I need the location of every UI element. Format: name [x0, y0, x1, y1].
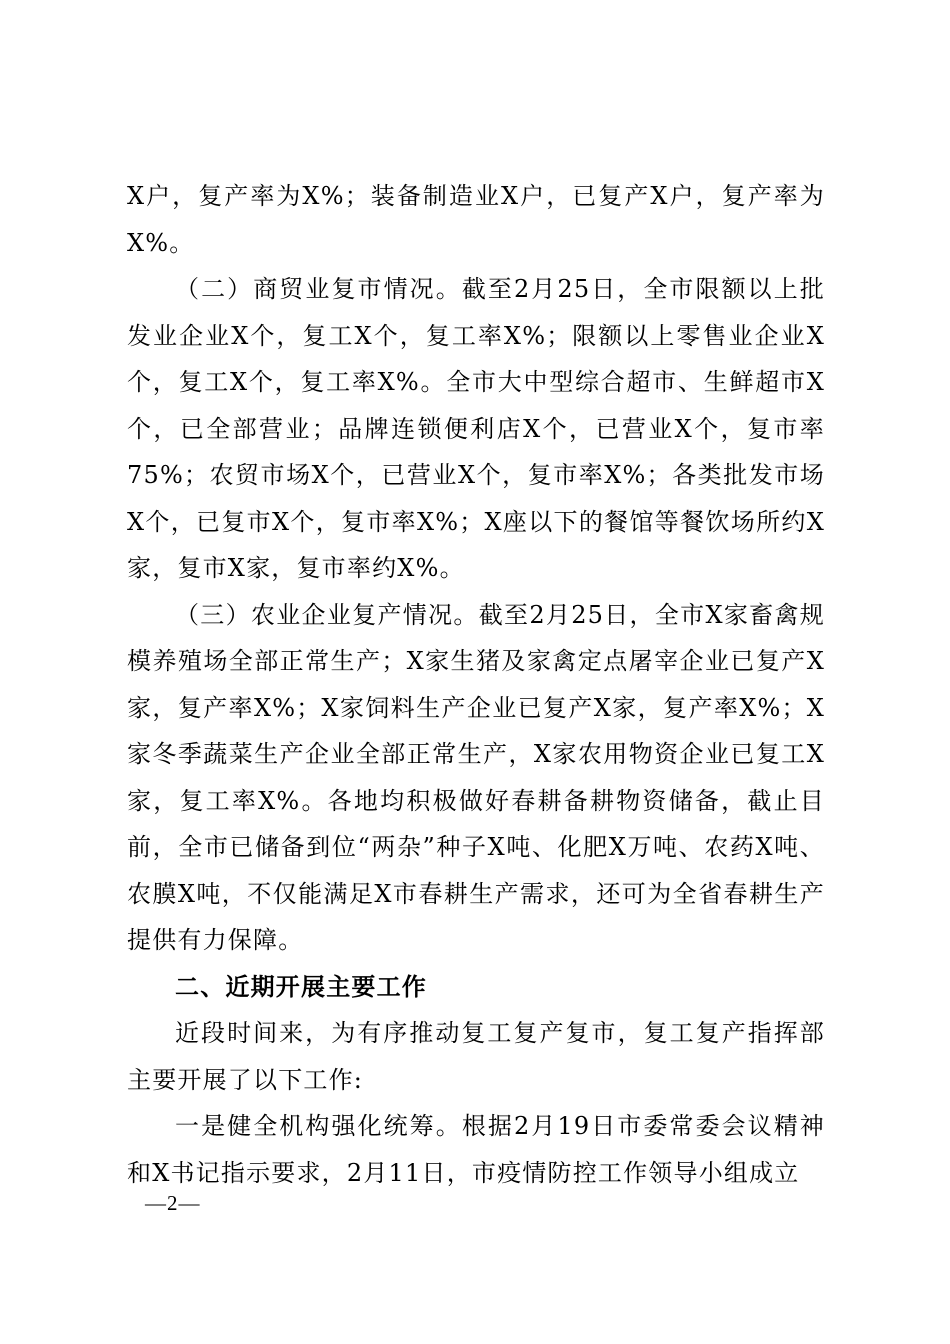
page-number: —2— — [145, 1191, 201, 1215]
paragraph-continuation: X户，复产率为X%；装备制造业X户，已复产X户，复产率为X%。 — [127, 182, 825, 257]
section-heading: 二、近期开展主要工作 — [175, 972, 427, 1001]
document-body — [127, 173, 825, 1196]
paragraph-first-measure: 一是健全机构强化统筹。根据2月19日市委常委会议精神和X书记指示要求，2月11日，市疫情防控工作领导小组成立 — [127, 1112, 825, 1187]
paragraph-commerce-reopening: （二）商贸业复市情况。截至2月25日，全市限额以上批发业企业X个，复工X个，复工率X%；限额以上零售业企业X个，复工X个，复工率X%。全市大中型综合超市、生鲜超市X个，已全部营业；品牌连锁便利店X个，已营业X个，复市率75%；农贸市场X个，已营业X个，复市率X%；各类批发市场X个，已复市X个，复市率X%；X座以下的餐馆等餐饮场所约X家，复市X家，复市率约X%。 — [127, 275, 825, 582]
paragraph-intro-work: 近段时间来，为有序推动复工复产复市，复工复产指挥部主要开展了以下工作: — [127, 1019, 825, 1094]
paragraph-agriculture-resumption: （三）农业企业复产情况。截至2月25日，全市X家畜禽规模养殖场全部正常生产；X家生猪及家禽定点屠宰企业已复产X家，复产率X%；X家饲料生产企业已复产X家，复产率X%；X家冬季蔬菜生产企业全部正常生产，X家农用物资企业已复工X家，复工率X%。各地均积极做好春耕备耕物资储备，截止目前，全市已储备到位“两杂”种子X吨、化肥X万吨、农药X吨、农膜X吨，不仅能满足X市春耕生产需求，还可为全省春耕生产提供有力保障。 — [127, 600, 825, 954]
